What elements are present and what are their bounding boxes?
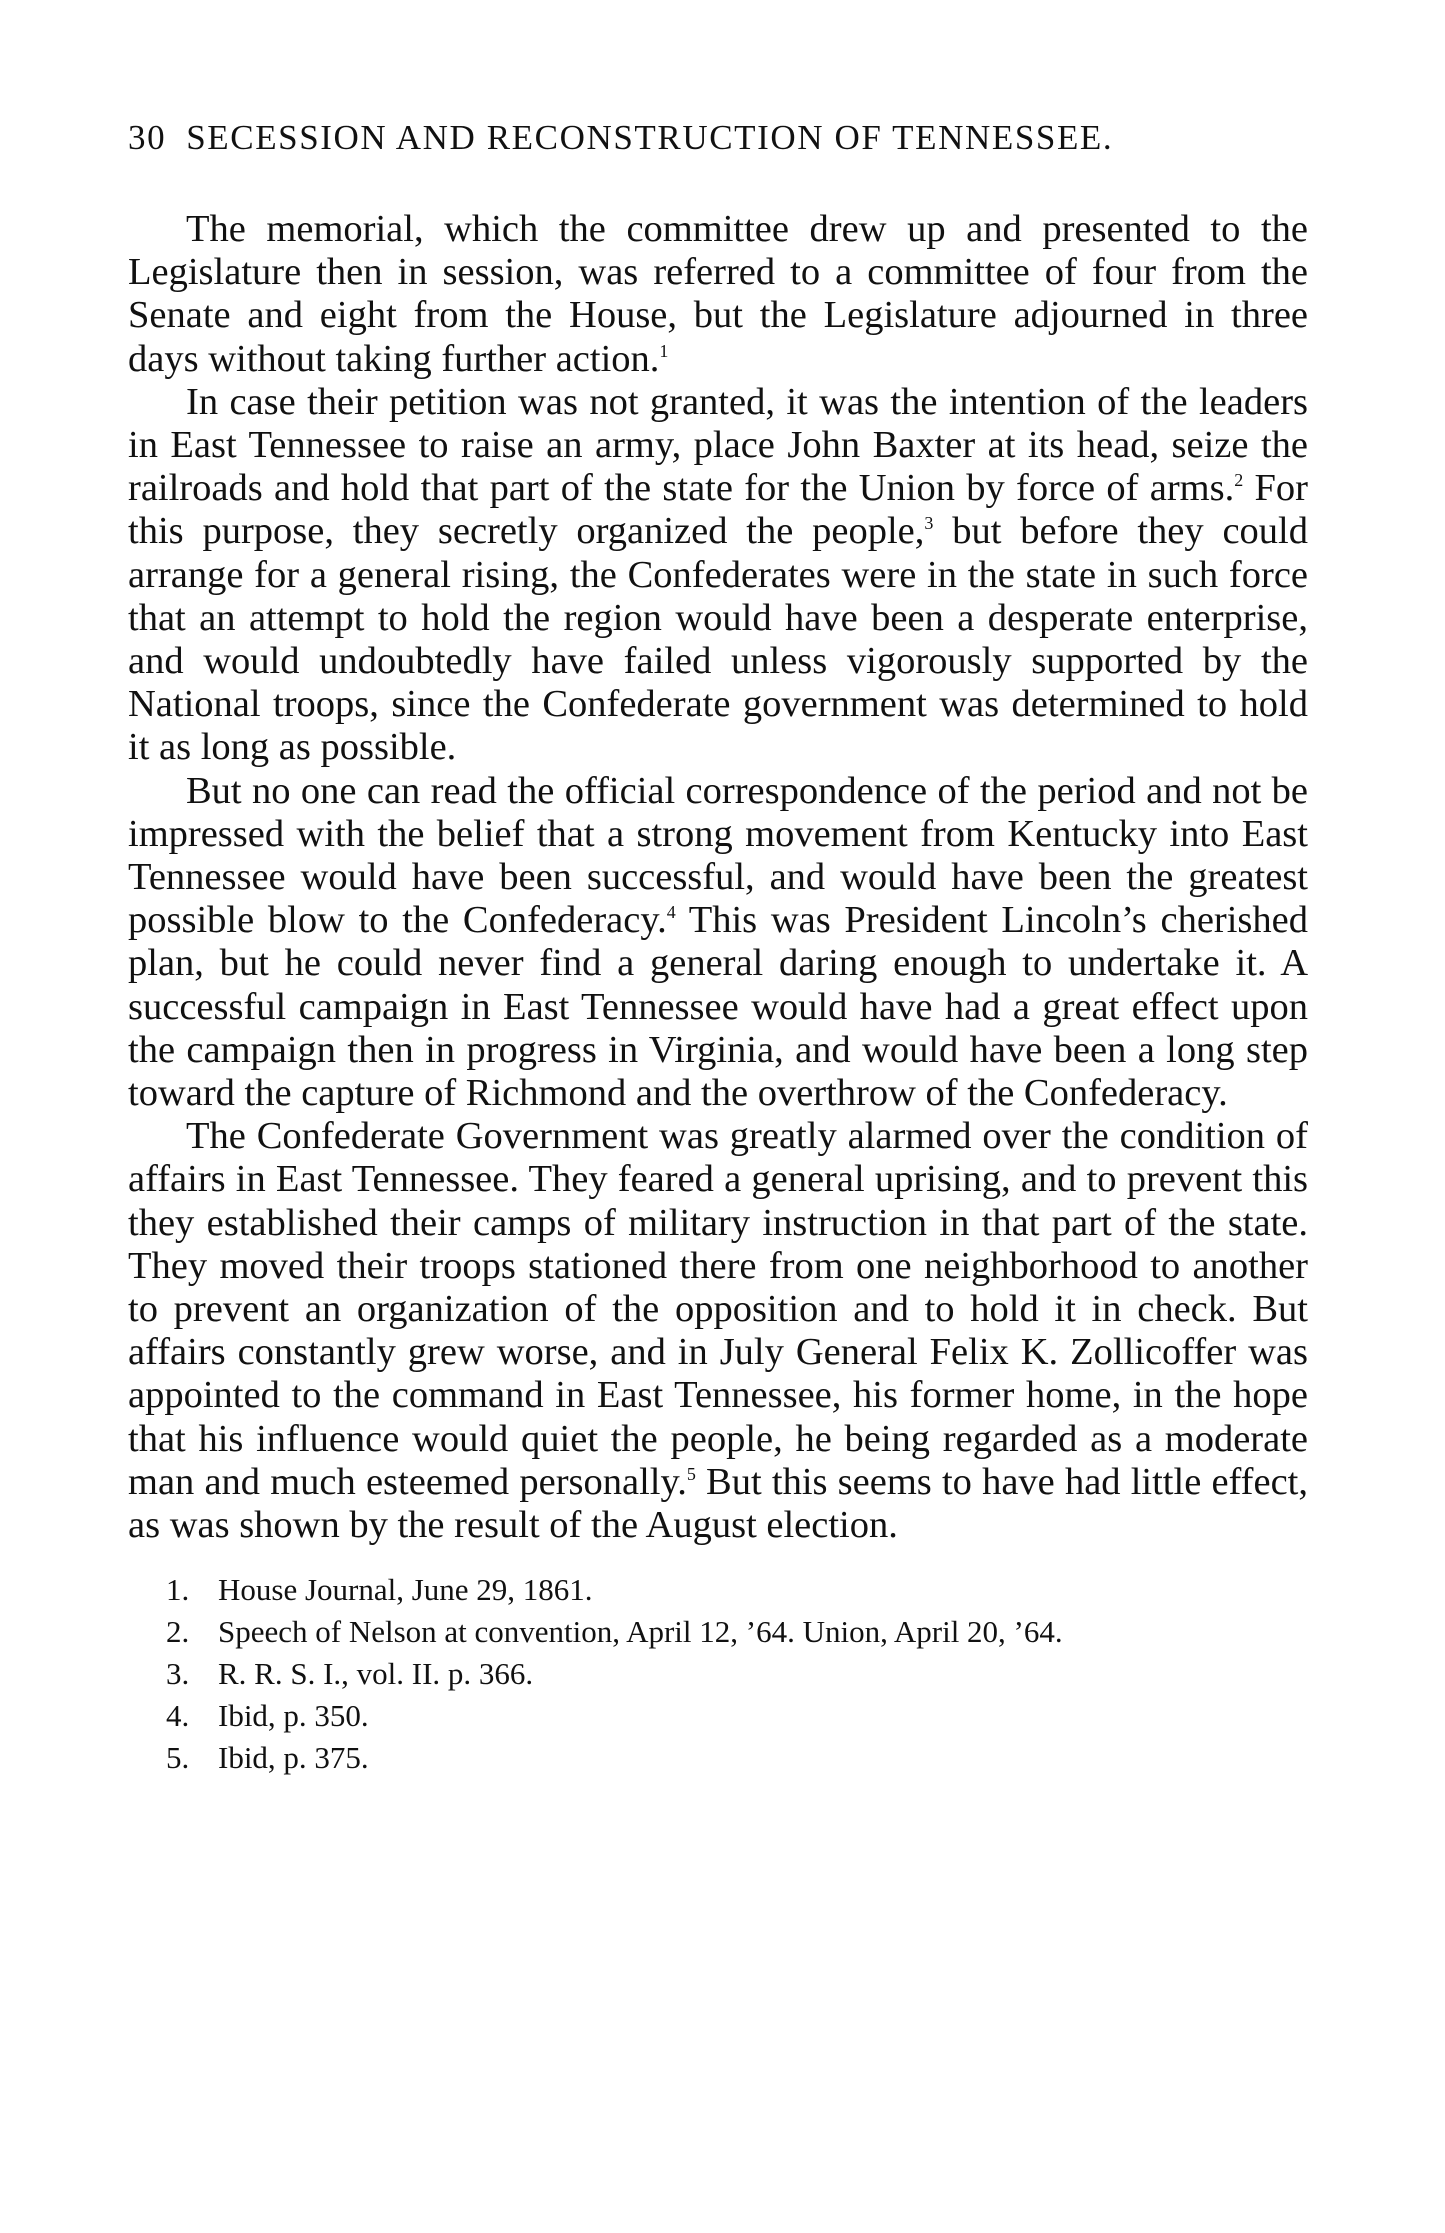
footnote-number: 2. [166, 1614, 190, 1650]
text-run: For this purpose, they secretly organized the people, [128, 467, 1308, 553]
text-run: but before they could arrange for a general rising, the Confederates were in the state in such force that an attempt to hold the region would have been a desperate enterprise, and would undoubtedly have failed unless vigorously supported by the National troops, since the Confederate government was determined to hold it as long as possible. [128, 510, 1308, 769]
footnote-text: Ibid, p. 375. [218, 1740, 369, 1776]
running-head [128, 118, 1308, 174]
footnote-item [128, 1569, 1308, 1611]
paragraph [128, 208, 1308, 381]
footnote-reference: 1 [659, 340, 669, 361]
footnote-reference: 5 [686, 1464, 696, 1485]
footnote-text: Ibid, p. 350. [218, 1698, 369, 1734]
footnote-reference: 3 [924, 513, 934, 534]
footnote-text: Speech of Nelson at convention, April 12, ’64. Union, April 20, ’64. [218, 1614, 1063, 1650]
footnote-number: 5. [166, 1740, 190, 1776]
footnote-item [128, 1695, 1308, 1737]
footnote-number: 4. [166, 1698, 190, 1734]
text-run: But no one can read the official correspondence of the period and not be impressed with the belief that a strong movement from Kentucky into East Tennessee would have been successful, and would have been the greatest possible blow to the Confederacy. [128, 769, 1308, 942]
footnotes [128, 1569, 1308, 1779]
text-run: The memorial, which the committee drew up and presented to the Legislature then in session, was referred to a committee of four from the Senate and eight from the House, but the Legislature adjourned in three days without taking further action. [128, 208, 1308, 380]
footnote-item [128, 1611, 1308, 1653]
footnote-item [128, 1653, 1308, 1695]
paragraph [128, 381, 1308, 770]
book-page [128, 118, 1308, 1779]
running-title: SECESSION AND RECONSTRUCTION OF TENNESSEE. [186, 118, 1114, 157]
footnote-text: R. R. S. I., vol. II. p. 366. [218, 1656, 534, 1692]
text-run: The Confederate Government was greatly alarmed over the condition of affairs in East Tennessee. They feared a general uprising, and to prevent this they established their camps of military instruction in that part of the state. They moved their troops stationed there from one neighborhood to another to prevent an organization of the opposition and to hold it in check. But affairs constantly grew worse, and in July General Felix K. Zollicoffer was appointed to the command in East Tennessee, his former home, in the hope that his influence would quiet the people, he being regarded as a moderate man and much esteemed personally. [128, 1115, 1308, 1503]
page-number: 30 [128, 118, 167, 157]
footnote-number: 3. [166, 1656, 190, 1692]
footnote-number: 1. [166, 1572, 190, 1608]
footnote-item [128, 1737, 1308, 1779]
paragraph [128, 1115, 1308, 1547]
text-run: In case their petition was not granted, it was the intention of the leaders in East Tennessee to raise an army, place John Baxter at its head, seize the railroads and hold that part of the state for the Union by force of arms. [128, 380, 1308, 510]
footnote-reference: 4 [666, 902, 676, 923]
text-run: But this seems to have had little effect, as was shown by the result of the August election. [128, 1460, 1308, 1547]
body-text [128, 208, 1308, 1547]
text-run: This was President Lincoln’s cherished plan, but he could never find a general daring enough to undertake it. A successful campaign in East Tennessee would have had a great effect upon the campaign then in progress in Virginia, and would have been a long step toward the capture of Richmond and the overthrow of the Confederacy. [128, 899, 1308, 1115]
paragraph [128, 770, 1308, 1116]
footnote-reference: 2 [1234, 470, 1244, 491]
footnote-text: House Journal, June 29, 1861. [218, 1572, 593, 1608]
